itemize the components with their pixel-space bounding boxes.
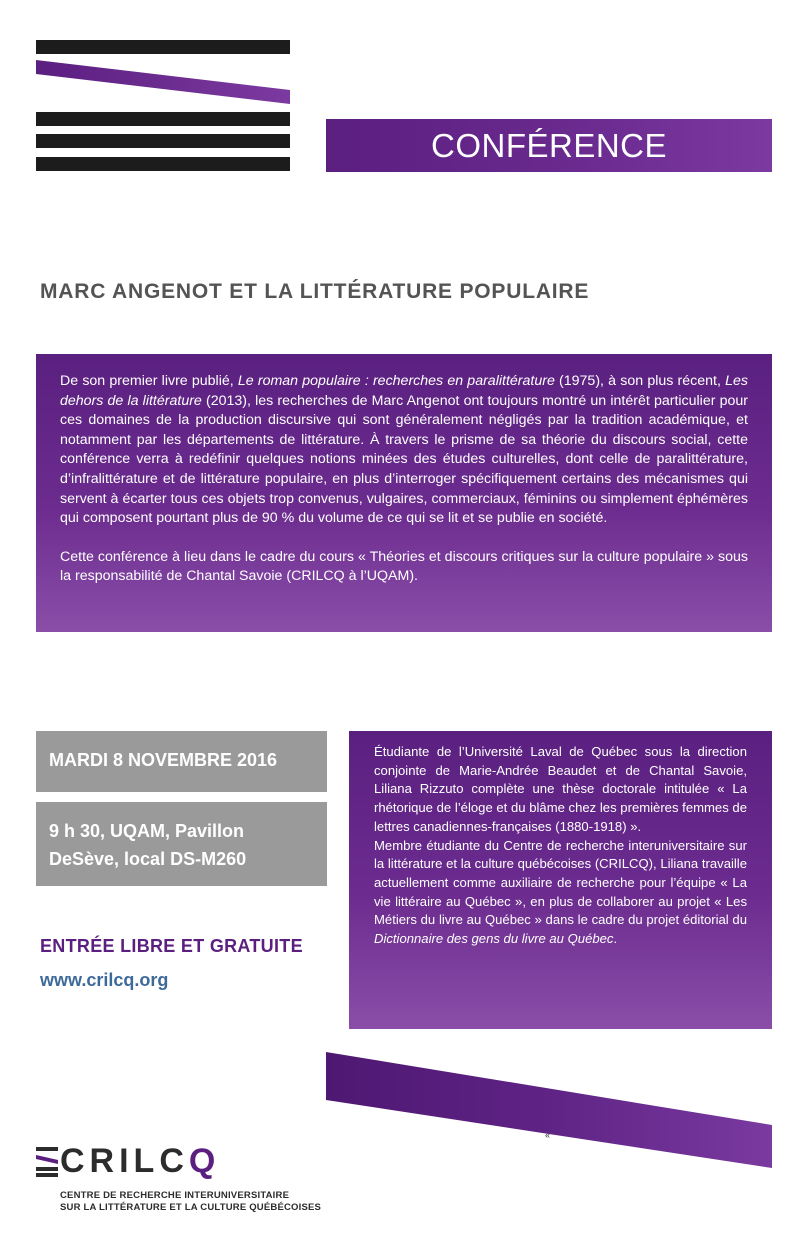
bio-paragraph-1: Étudiante de l’Université Laval de Québec sous la direction conjointe de Marie-Andrée Beaudet et de Chantal Savoie, Liliana Rizzuto complète une thèse doctorale intitulée « La rhétorique de l’éloge et du blâme chez les premières femmes de lettres canadiennes-françaises (1880-1918) ». bbox=[374, 744, 747, 834]
speaker-bio-box bbox=[349, 731, 772, 1029]
small-mark: « bbox=[545, 1130, 551, 1140]
time-location-line-2: DeSève, local DS-M260 bbox=[49, 849, 247, 869]
text-run: Membre étudiante du Centre de recherche interuniversitaire sur la littérature et la culture québécoises (CRILCQ), Liliana travaille actuellement comme auxiliaire de recherche pour l’équipe « La vie littéraire au Québec », en plus de collaborer au projet « Les Métiers du livre au Québec » dans le cadre du projet éditorial du bbox=[374, 837, 747, 928]
crilcq-logo-icon bbox=[36, 1147, 58, 1177]
description-paragraph-2: Cette conférence à lieu dans le cadre du cours « Théories et discours critiques sur la culture populaire » sous la responsabilité de Chantal Savoie (CRILCQ à l’UQAM). bbox=[60, 548, 748, 585]
dictionary-title: Dictionnaire des gens du livre au Québec bbox=[374, 931, 614, 947]
description-box bbox=[36, 354, 772, 632]
free-entry-label: ENTRÉE LIBRE ET GRATUITE bbox=[40, 936, 303, 956]
event-date: MARDI 8 NOVEMBRE 2016 bbox=[49, 750, 278, 770]
date-box bbox=[36, 731, 327, 792]
time-location-line-1: 9 h 30, UQAM, Pavillon bbox=[49, 821, 245, 841]
text-run: . bbox=[613, 931, 618, 947]
purple-slant-stripe bbox=[36, 60, 292, 106]
description-paragraph-1 bbox=[60, 372, 748, 529]
text-run: (2013), les recherches de Marc Angenot ont toujours montré un intérêt particulier pour ces domaines de la production discursive qui sont généralement négligés par la tradition académique, et notamment par les départements de littérature. À travers le prisme de sa théorie du discours social, cette conférence verra à redéfinir quelques notions minées des études culturelles, dont celle de paralittérature, d’infralittérature et de littérature populaire, en plus d’interroger spécifiquement certains des mécanismes qui servent à écarter tous ces objets trop convenus, vulgaires, commerciaux, féminins ou simplement éphémères qui composent pourtant plus de 90 % du volume de ce qui se lit et se publie en société. bbox=[60, 392, 749, 527]
bio-paragraph-2 bbox=[374, 837, 747, 949]
conference-banner bbox=[326, 119, 772, 172]
book-title-2: Les dehors de la littérature bbox=[60, 373, 748, 409]
banner-label: CONFÉRENCE bbox=[430, 126, 668, 164]
stripe-4 bbox=[36, 157, 290, 171]
crilcq-wordmark bbox=[60, 1142, 220, 1181]
book-title-1: Le roman populaire : recherches en paralittérature bbox=[237, 373, 555, 389]
logo-subtitle-line-1: CENTRE DE RECHERCHE INTERUNIVERSITAIRE bbox=[60, 1190, 290, 1201]
stripe-1 bbox=[36, 40, 290, 54]
wordmark-q: Q bbox=[188, 1142, 221, 1180]
stripe-2 bbox=[36, 112, 290, 126]
time-location-box bbox=[36, 802, 327, 886]
text-run: (1975), à son plus récent, bbox=[554, 373, 726, 389]
bottom-purple-band bbox=[326, 1052, 774, 1168]
wordmark-text: CRILC bbox=[60, 1142, 189, 1180]
text-run: De son premier livre publié, bbox=[60, 373, 238, 389]
website-link[interactable]: www.crilcq.org bbox=[40, 970, 169, 990]
logo-subtitle-line-2: SUR LA LITTÉRATURE ET LA CULTURE QUÉBÉCOISES bbox=[60, 1202, 322, 1213]
stripe-3 bbox=[36, 134, 290, 148]
event-title: MARC ANGENOT ET LA LITTÉRATURE POPULAIRE bbox=[40, 280, 590, 303]
